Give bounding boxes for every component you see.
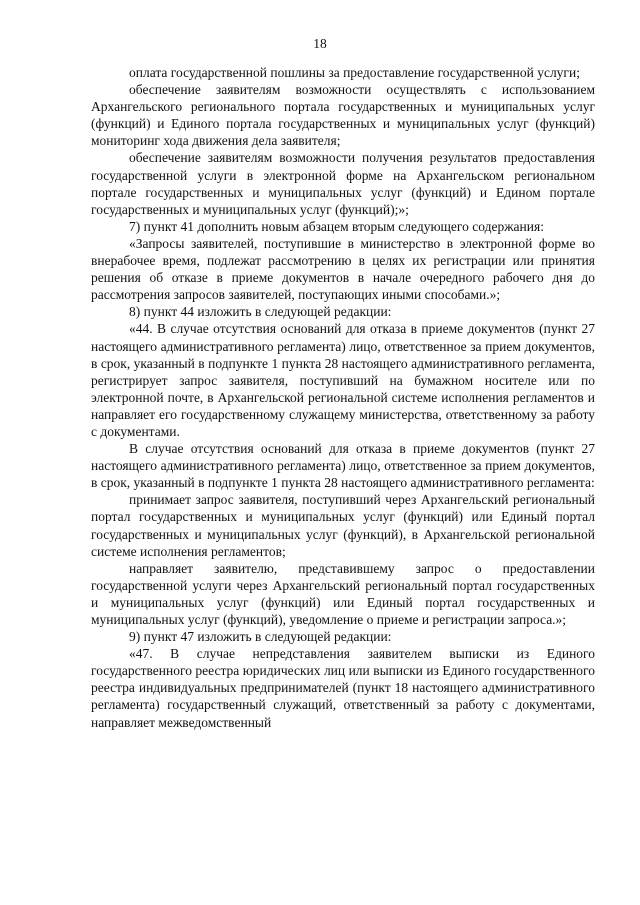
paragraph: В случае отсутствия оснований для отказа в приеме документов (пункт 27 настоящего административного регламента) лицо, ответственное за прием документов, в срок, указанный в подпункте 1 пункта 28 настоящего административного регламента: bbox=[91, 441, 595, 491]
paragraph: обеспечение заявителям возможности осуществлять с использованием Архангельского регионального портала государственных и муниципальных услуг (функций) и Единого портала государственных и муниципальных услуг (функций) мониторинг хода движения дела заявителя; bbox=[91, 82, 595, 149]
paragraph: обеспечение заявителям возможности получения результатов предоставления государственной услуги в электронной форме на Архангельском региональном портале государственных и муниципальных услуг (функций) и Едином портале государственных и муниципальных услуг (функций);»; bbox=[91, 150, 595, 217]
paragraph: принимает запрос заявителя, поступивший через Архангельский региональный портал государственных и муниципальных услуг (функций) или Единый портал государственных и муниципальных услуг (функций), в Архангельской региональной системе исполнения регламентов; bbox=[91, 492, 595, 559]
paragraph: оплата государственной пошлины за предоставление государственной услуги; bbox=[129, 65, 580, 80]
paragraph: «Запросы заявителей, поступившие в министерство в электронной форме во внерабочее время, подлежат рассмотрению в целях их регистрации или принятия решения об отказе в приеме документов в начале очередного рабочего дня до рассмотрения запросов заявителей, поступающих иными способами.»; bbox=[91, 235, 595, 303]
paragraph: направляет заявителю, представившему запрос о предоставлении государственной услуги через Архангельский региональный портал государственных и муниципальных услуг (функций) или Единый портал государственных и муниципальных услуг (функций), уведомление о приеме и регистрации запроса.»; bbox=[91, 560, 595, 627]
paragraph: 7) пункт 41 дополнить новым абзацем вторым следующего содержания: bbox=[129, 218, 544, 234]
paragraph: 9) пункт 47 изложить в следующей редакции: bbox=[129, 629, 392, 645]
document-body bbox=[91, 64, 595, 731]
paragraph: «47. В случае непредставления заявителем выписки из Единого государственного реестра юридических лиц или выписки из Единого государственного реестра индивидуальных предпринимателей (пункт 18 настоящего административного регламента) государственный служащий, ответственный за работу с документами, направляет межведомственный bbox=[91, 646, 595, 730]
paragraph: 8) пункт 44 изложить в следующей редакции: bbox=[129, 304, 392, 320]
page-number: 18 bbox=[313, 36, 327, 51]
paragraph: «44. В случае отсутствия оснований для отказа в приеме документов (пункт 27 настоящего административного регламента) лицо, ответственное за прием документов, в срок, указанный в подпункте 1 пункта 28 настоящего административного регламента, регистрирует запрос заявителя, поступивший на бумажном носителе или по электронной почте, в Архангельской региональной системе исполнения регламентов и направляет его государственному служащему министерства, ответственному за работу с документами. bbox=[91, 321, 595, 439]
